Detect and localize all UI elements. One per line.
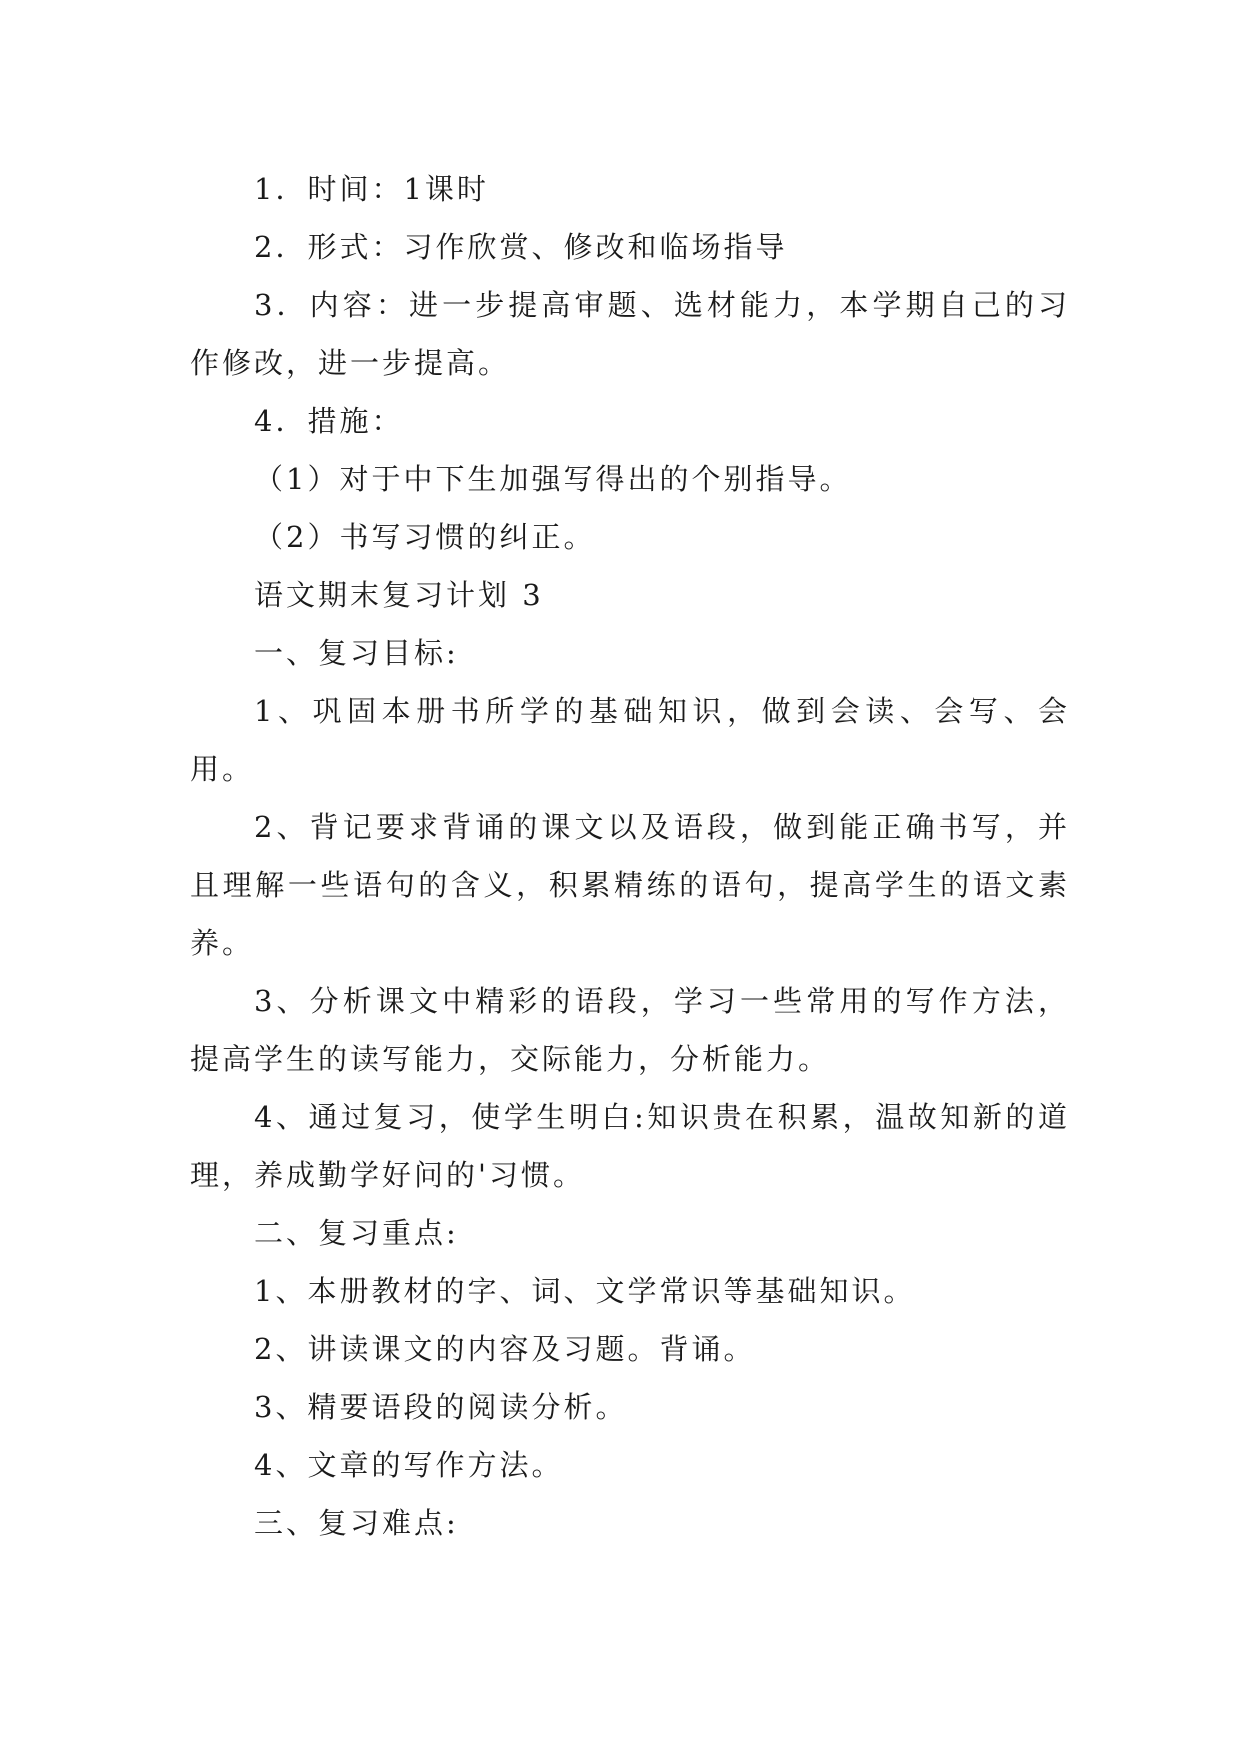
item-content: 3．内容：进一步提高审题、选材能力，本学期自己的习作修改，进一步提高。 (190, 288, 1070, 380)
section-title: 语文期末复习计划 3 (254, 578, 544, 612)
heading-goals: 一、复习目标: (254, 636, 459, 670)
item-form: 2．形式：习作欣赏、修改和临场指导 (254, 230, 788, 264)
measure-1: （1）对于中下生加强写得出的个别指导。 (254, 462, 852, 496)
goal-4: 4、通过复习，使学生明白:知识贵在积累，温故知新的道理，养成勤学好问的'习惯。 (190, 1100, 1070, 1192)
heading-key-points: 二、复习重点: (254, 1216, 459, 1250)
goal-3: 3、分析课文中精彩的语段，学习一些常用的写作方法，提高学生的读写能力，交际能力，分析能力。 (190, 984, 1070, 1076)
heading-difficulties: 三、复习难点: (254, 1506, 459, 1540)
item-measures: 4．措施： (254, 404, 404, 438)
item-time: 1．时间：1课时 (254, 172, 489, 206)
measure-2: （2）书写习惯的纠正。 (254, 520, 596, 554)
key-point-4: 4、文章的写作方法。 (254, 1448, 564, 1482)
document-body (190, 160, 1070, 1552)
key-point-3: 3、精要语段的阅读分析。 (254, 1390, 628, 1424)
key-point-1: 1、本册教材的字、词、文学常识等基础知识。 (254, 1274, 916, 1308)
key-point-2: 2、讲读课文的内容及习题。背诵。 (254, 1332, 756, 1366)
goal-2: 2、背记要求背诵的课文以及语段，做到能正确书写，并且理解一些语句的含义，积累精练的语句，提高学生的语文素养。 (190, 810, 1070, 960)
goal-1: 1、巩固本册书所学的基础知识，做到会读、会写、会用。 (190, 694, 1070, 786)
